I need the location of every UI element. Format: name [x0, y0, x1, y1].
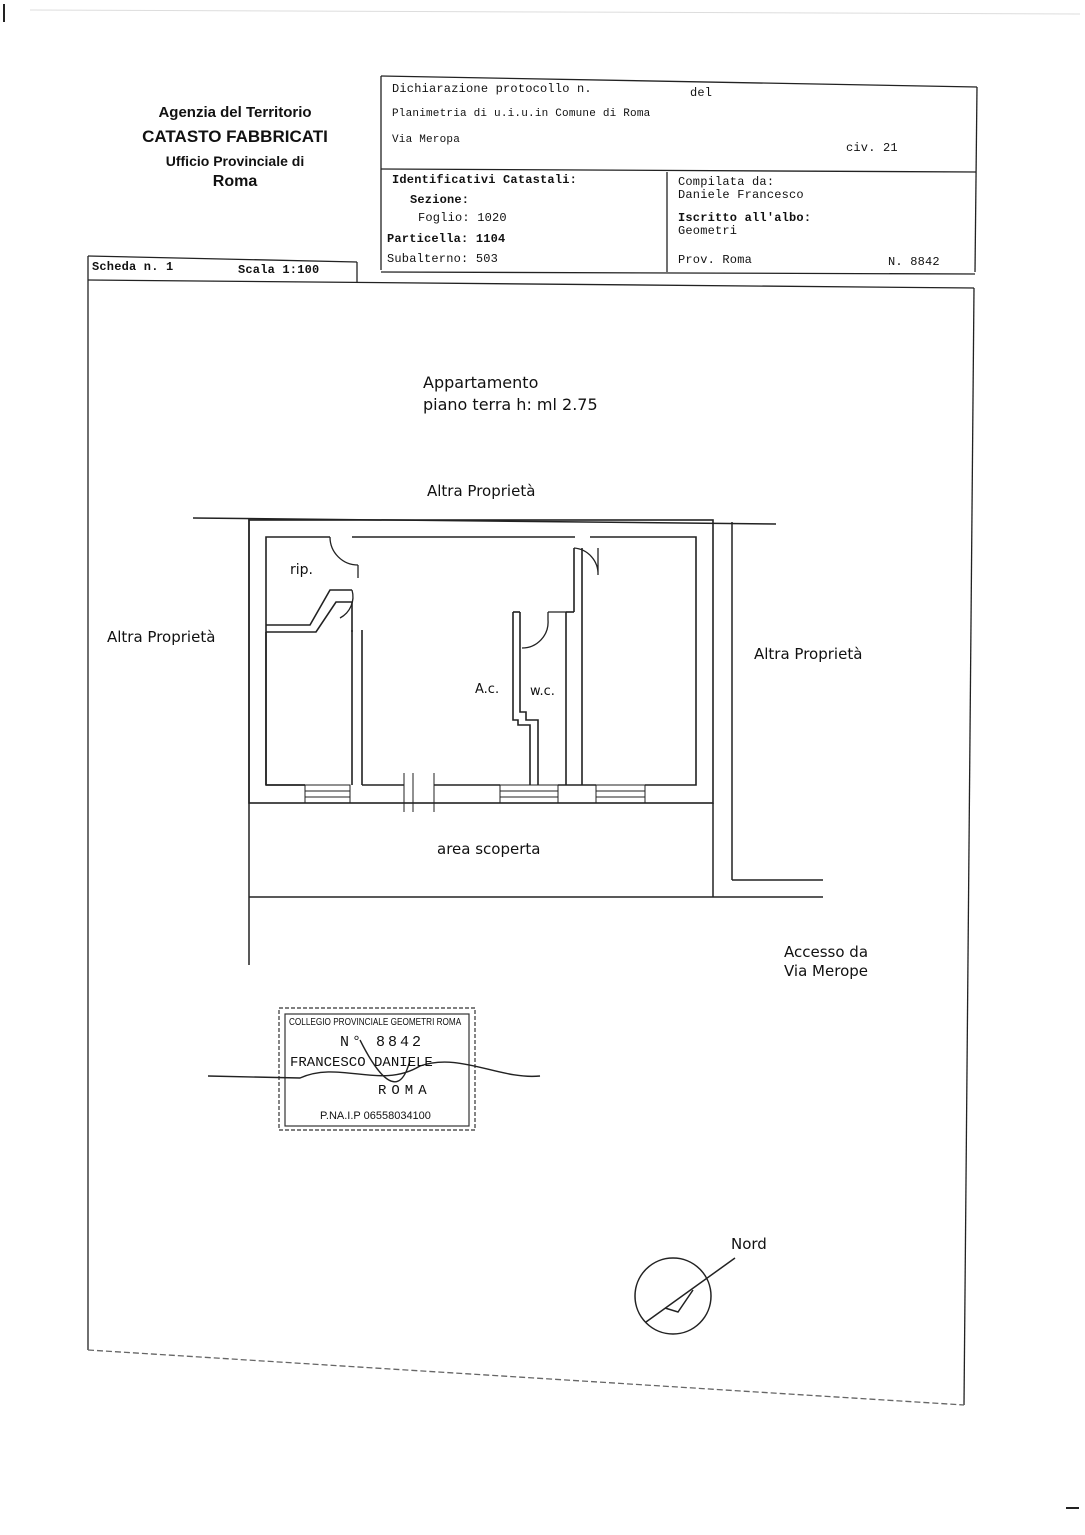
- plan-title-line2: piano terra h: ml 2.75: [423, 395, 598, 414]
- agency-name: Agenzia del Territorio: [158, 104, 312, 121]
- identificativi-label: Identificativi Catastali:: [392, 173, 578, 187]
- ufficio-city: Roma: [212, 173, 258, 190]
- north-arrow-icon: [635, 1258, 735, 1334]
- albo-label: Geometri: [678, 224, 738, 238]
- altra-proprieta-left: Altra Proprietà: [107, 628, 216, 646]
- room-label-ac: A.c.: [475, 682, 500, 697]
- ufficio-label: Ufficio Provinciale di: [165, 153, 305, 169]
- plan-title-line1: Appartamento: [423, 373, 539, 392]
- stamp-line4: ROMA: [378, 1083, 432, 1099]
- scheda-label: Scheda n. 1: [92, 260, 174, 274]
- iscritto-label: Iscritto all'albo:: [678, 211, 812, 225]
- area-scoperta-label: area scoperta: [437, 840, 541, 858]
- north-label: Nord: [731, 1235, 767, 1253]
- altra-proprieta-right: Altra Proprietà: [754, 645, 863, 663]
- civico-label: civ. 21: [846, 141, 898, 155]
- stamp-line5: P.NA.I.P 06558034100: [320, 1110, 431, 1122]
- scala-label: Scala 1:100: [238, 263, 320, 277]
- stamp-line3: FRANCESCO DANIELE: [290, 1055, 433, 1071]
- planimetria-label: Planimetria di u.i.u.in Comune di Roma: [392, 108, 651, 120]
- compilata-label: Compilata da:: [678, 175, 775, 189]
- numero-label: N. 8842: [888, 255, 940, 269]
- compilatore-name: Daniele Francesco: [678, 188, 804, 202]
- door-swings: [330, 537, 598, 648]
- altra-proprieta-top: Altra Proprietà: [427, 482, 536, 500]
- accesso-line2: Via Merope: [784, 962, 868, 980]
- stamp-line2: N° 8842: [340, 1034, 425, 1051]
- apartment-walls: [249, 520, 713, 803]
- windows: [305, 773, 645, 812]
- stamp-line1: COLLEGIO PROVINCIALE GEOMETRI ROMA: [289, 1017, 462, 1028]
- room-label-wc: w.c.: [530, 684, 555, 699]
- subalterno-label: Subalterno: 503: [387, 252, 499, 266]
- del-label: del: [690, 86, 713, 100]
- address-label: Via Meropa: [392, 134, 461, 146]
- header-frame: [88, 76, 977, 1405]
- sezione-label: Sezione:: [410, 193, 470, 207]
- provincia-label: Prov. Roma: [678, 253, 753, 267]
- dichiarazione-label: Dichiarazione protocollo n.: [392, 82, 592, 96]
- particella-label: Particella: 1104: [387, 232, 506, 246]
- room-label-rip: rip.: [290, 562, 313, 578]
- boundary-lines: [193, 518, 823, 965]
- catasto-title: CATASTO FABBRICATI: [142, 127, 328, 146]
- accesso-line1: Accesso da: [784, 943, 869, 961]
- foglio-label: Foglio: 1020: [418, 211, 507, 225]
